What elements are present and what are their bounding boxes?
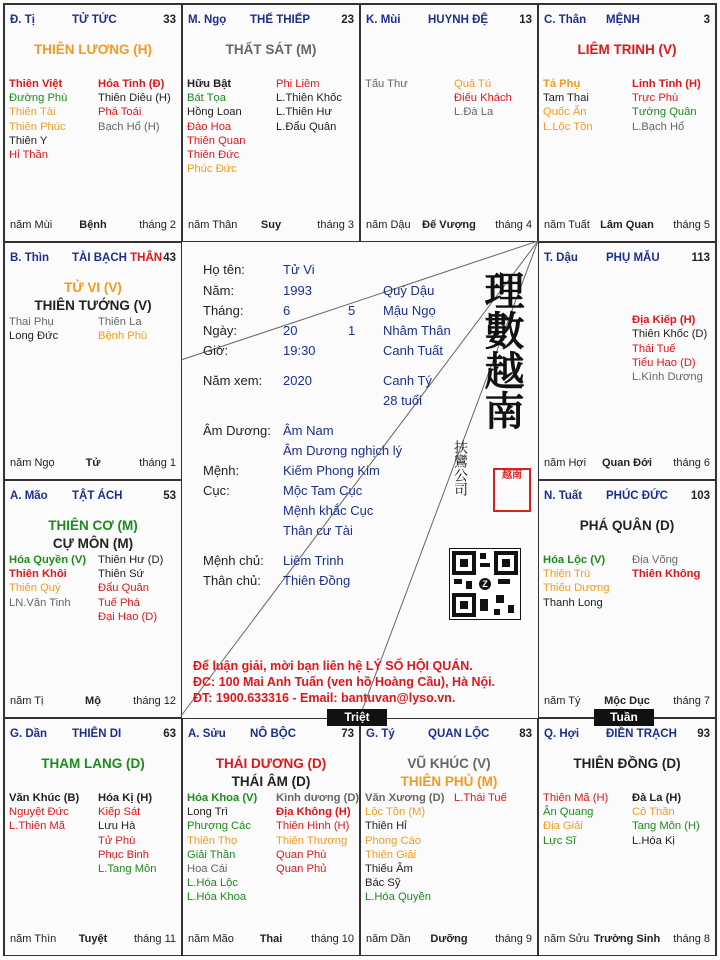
palace-canchi: B. Thìn	[10, 252, 49, 264]
palace-year: năm Tị	[10, 695, 44, 707]
minor-star: Thái Tuế	[632, 342, 676, 355]
minor-star: Tuế Phá	[98, 596, 140, 609]
palace-number: 73	[341, 728, 354, 740]
thang-amlich: 5	[348, 303, 356, 318]
palace-month: tháng 12	[133, 695, 176, 707]
ngay-value: 20	[283, 323, 298, 338]
amduong-value: Âm Nam	[283, 423, 334, 438]
palace-year: năm Thân	[188, 219, 238, 231]
minor-star: Bệnh Phù	[98, 330, 148, 343]
palace-month: tháng 10	[311, 933, 354, 945]
minor-star: Thiên Thọ	[187, 834, 238, 847]
minor-star: Tang Môn (H)	[632, 820, 700, 833]
palace-month: tháng 3	[317, 219, 354, 231]
cuc-value-2: Mệnh khắc Cục	[283, 503, 374, 518]
minor-star: Đường Phù	[9, 92, 68, 105]
palace-year: năm Hợi	[544, 457, 587, 469]
main-star: TỬ VI (V)	[64, 280, 122, 295]
palace-month: tháng 6	[673, 457, 710, 469]
palace-year: năm Tuất	[544, 219, 590, 231]
palace-month: tháng 2	[139, 219, 176, 231]
gio-value: 19:30	[283, 343, 316, 358]
minor-star: Tử Phù	[98, 834, 136, 847]
palace-month: tháng 8	[673, 933, 710, 945]
minor-star: Hoa Cái	[187, 862, 228, 875]
gio-label: Giờ:	[203, 343, 229, 358]
palace-year: năm Thìn	[10, 933, 57, 945]
minor-star: Phúc Đức	[187, 163, 237, 176]
minor-star: Phá Toái	[98, 106, 142, 119]
palace-stage: Quan Đới	[602, 457, 652, 469]
palace-month: tháng 11	[133, 933, 176, 945]
minor-star: L.Thái Tuế	[454, 792, 507, 804]
minor-star: Ân Quang	[543, 806, 594, 819]
menhchu-label: Mệnh chủ:	[203, 553, 264, 568]
palace-year: năm Mùi	[10, 219, 53, 231]
minor-star: Thiên Quý	[9, 582, 61, 595]
thanchu-label: Thân chủ:	[203, 573, 261, 588]
minor-star: Nguyệt Đức	[9, 806, 69, 819]
minor-star: Thiên Không	[632, 568, 701, 581]
minor-star: Đà La (H)	[632, 792, 682, 804]
minor-star: Thanh Long	[543, 596, 603, 609]
zalo-icon: Z	[479, 578, 491, 590]
nam-value: 1993	[283, 283, 312, 298]
contact-line-1: Để luận giải, mời bạn liên hệ LÝ SỐ HỘI QUÁN.	[193, 659, 473, 673]
minor-star: Thiên Khốc (D)	[632, 328, 708, 341]
palace-name: PHỤ MẪU	[606, 252, 660, 264]
palace-year: năm Ngọ	[10, 457, 55, 469]
palace-number: 43	[163, 252, 176, 264]
main-star: THIÊN ĐỒNG (D)	[573, 756, 681, 771]
minor-star: Thai Phụ	[9, 316, 54, 328]
namxem-value: 2020	[283, 373, 312, 388]
minor-star: Hóa Quyền (V)	[9, 554, 87, 566]
minor-star: Thiên Trù	[543, 568, 591, 581]
palace-name: MỆNH	[606, 14, 640, 26]
minor-star: Thiên Diêu (H)	[98, 92, 171, 105]
minor-star: Phượng Các	[187, 820, 251, 833]
minor-star: Linh Tinh (H)	[632, 78, 701, 90]
minor-star: Quan Phủ	[276, 862, 327, 875]
minor-star: Long Đức	[9, 330, 59, 343]
minor-star: Thiên Hình (H)	[276, 820, 350, 833]
contact-block	[193, 658, 495, 706]
minor-star: Lộc Tồn (M)	[365, 806, 426, 819]
palace-canchi: C. Thân	[544, 14, 587, 26]
minor-star: L.Đà La	[454, 106, 494, 119]
palace-number: 103	[690, 490, 710, 502]
minor-star: L.Hóa Khoa	[187, 891, 247, 904]
minor-star: Thiên Giải	[365, 848, 416, 861]
minor-star: Thiên Mã (H)	[543, 792, 609, 804]
palace-number: 33	[163, 14, 176, 26]
menh-label: Mệnh:	[203, 463, 240, 478]
main-star: THẤT SÁT (M)	[225, 42, 317, 57]
main-star: PHÁ QUÂN (D)	[579, 518, 675, 533]
palace-name: NÔ BỘC	[250, 728, 296, 740]
minor-star: Văn Khúc (B)	[9, 792, 80, 804]
palace-name: ĐIỀN TRẠCH	[606, 728, 677, 740]
menhchu-value: Liêm Trinh	[283, 553, 344, 568]
minor-star: Bát Tọa	[187, 92, 226, 105]
minor-star: Văn Xương (D)	[365, 792, 445, 804]
tuan-tag: Tuần	[594, 709, 654, 726]
thang-label: Tháng:	[203, 303, 244, 318]
amduong-label: Âm Dương:	[203, 423, 271, 438]
minor-star: Tấu Thư	[365, 78, 408, 90]
minor-star: L.Hóa Lộc	[187, 877, 238, 890]
palace-canchi: K. Mùi	[366, 14, 401, 26]
main-star: THIÊN TƯỚNG (V)	[34, 298, 152, 313]
minor-star: Phong Cáo	[365, 834, 421, 847]
minor-star: L.Lộc Tồn	[543, 120, 593, 133]
palace-canchi: A. Sửu	[188, 728, 226, 740]
minor-star: Lực Sĩ	[543, 834, 576, 847]
minor-star: Địa Kiếp (H)	[632, 314, 696, 327]
palace-canchi: M. Ngọ	[188, 14, 227, 26]
namxem-canchi: Canh Tý	[383, 373, 432, 388]
minor-star: L.Thiên Mã	[9, 820, 65, 833]
minor-star: Thiên Đức	[187, 148, 240, 161]
minor-star: L.Bạch Hổ	[632, 120, 685, 133]
minor-star: Thiên Việt	[9, 78, 63, 90]
palace-year: năm Sửu	[544, 933, 590, 945]
main-star: LIÊM TRINH (V)	[577, 42, 677, 57]
minor-star: Giải Thần	[187, 848, 236, 861]
main-star: THIÊN LƯƠNG (H)	[34, 42, 152, 57]
minor-star: Lưu Hà	[98, 820, 136, 833]
thang-canchi: Mậu Ngọ	[383, 303, 436, 318]
minor-star: Tam Thai	[543, 92, 589, 105]
palace-number: 53	[163, 490, 176, 502]
palace-name: QUAN LỘC	[428, 728, 490, 740]
minor-star: L.Thiên Hư	[276, 106, 332, 119]
contact-line-2: ĐC: 100 Mai Anh Tuấn (ven hồ Hoàng Cầu), Hà Nội.	[193, 675, 496, 689]
thang-value: 6	[283, 303, 291, 318]
minor-star: Bạch Hổ (H)	[98, 120, 160, 133]
palace-month: tháng 1	[139, 457, 176, 469]
minor-star: Thiên Khôi	[9, 568, 67, 581]
amduong-value-2: Âm Dương nghịch lý	[283, 443, 403, 458]
calligraphy-small: 扶鸞公司	[452, 440, 468, 496]
palace-stage: Trường Sinh	[593, 933, 661, 945]
minor-star: Địa Võng	[632, 554, 679, 566]
minor-star: Tả Phụ	[543, 78, 581, 90]
nam-canchi: Quý Dậu	[383, 283, 435, 298]
palace-number: 23	[341, 14, 354, 26]
minor-star: Điếu Khách	[454, 92, 512, 105]
palace-month: tháng 7	[673, 695, 710, 707]
palace-year: năm Dậu	[366, 219, 411, 231]
palace-canchi: T. Dậu	[544, 252, 578, 264]
minor-star: Hỏa Tinh (Đ)	[98, 78, 165, 90]
palace-stage: Lâm Quan	[600, 219, 654, 231]
gio-canchi: Canh Tuất	[383, 343, 443, 358]
tuoi-value: 28 tuổi	[383, 393, 423, 408]
minor-star: Thiên Tài	[9, 106, 56, 119]
minor-star: L.Hóa Quyền	[365, 891, 431, 904]
palace-stage: Mộc Dục	[604, 695, 650, 707]
minor-star: Tướng Quân	[632, 106, 697, 119]
palace-name: TẬT ÁCH	[72, 490, 123, 502]
main-star: THÁI DƯƠNG (D)	[215, 756, 327, 771]
palace-number: 13	[519, 14, 532, 26]
minor-star: L.Đẩu Quân	[276, 120, 337, 133]
palace-stage: Đế Vượng	[422, 219, 476, 231]
ngay-label: Ngày:	[203, 323, 237, 338]
minor-star: L.Tang Môn	[98, 862, 157, 875]
menh-value: Kiếm Phong Kim	[283, 463, 380, 478]
ngay-amlich: 1	[348, 323, 356, 338]
palace-canchi: A. Mão	[10, 490, 48, 502]
palace-name: THẾ THIẾP	[250, 14, 311, 26]
palace-canchi: G. Tý	[366, 728, 395, 740]
minor-star: Hóa Kị (H)	[98, 792, 153, 804]
minor-star: Thiên Phúc	[9, 120, 66, 133]
minor-star: Thiên Y	[9, 134, 48, 147]
minor-star: Thiên Thương	[276, 834, 348, 847]
minor-star: Bác Sỹ	[365, 877, 401, 890]
palace-number: 83	[519, 728, 532, 740]
minor-star: Thiên Hỉ	[365, 820, 407, 833]
cuc-value-3: Thân cư Tài	[283, 523, 353, 538]
minor-star: Trực Phù	[632, 92, 679, 105]
ngay-canchi: Nhâm Thân	[383, 323, 451, 338]
minor-star: Đại Hao (D)	[98, 610, 158, 623]
minor-star: L.Thiên Khốc	[276, 92, 342, 105]
minor-star: Quả Tú	[454, 78, 492, 90]
minor-star: Hồng Loan	[187, 106, 242, 119]
palace-canchi: G. Dần	[10, 728, 48, 740]
minor-star: L.Kình Dương	[632, 370, 703, 383]
minor-star: Thiếu Dương	[543, 582, 610, 595]
minor-star: Thiên La	[98, 316, 142, 328]
minor-star: Tiểu Hao (D)	[632, 356, 696, 369]
minor-star: Đẩu Quân	[98, 582, 149, 595]
palace-number: 63	[163, 728, 176, 740]
palace-name: PHÚC ĐỨC	[606, 490, 668, 502]
main-star: THAM LANG (D)	[41, 756, 145, 771]
palace-year: năm Mão	[188, 933, 234, 945]
palace-name: HUYNH ĐỆ	[428, 14, 489, 26]
minor-star: Quan Phù	[276, 848, 327, 861]
main-star: THÁI ÂM (D)	[231, 774, 311, 789]
minor-star: LN.Văn Tinh	[9, 596, 71, 609]
palace-stage: Tử	[85, 457, 101, 469]
palace-number: 113	[691, 252, 710, 264]
palace-stage: Dưỡng	[430, 933, 468, 945]
minor-star: Thiên Sứ	[98, 568, 145, 581]
minor-star: Phi Liêm	[276, 78, 320, 90]
center-info-panel	[181, 240, 537, 716]
palace-year: năm Dần	[366, 933, 411, 945]
minor-star: Kiếp Sát	[98, 806, 141, 819]
minor-star: L.Hóa Kị	[632, 834, 675, 847]
palace-number: 3	[703, 14, 710, 26]
hoten-value: Tử Vi	[283, 262, 315, 277]
red-seal-stamp: 越南	[493, 468, 531, 512]
minor-star: Hóa Lộc (V)	[543, 554, 606, 566]
minor-star: Hữu Bật	[187, 78, 232, 90]
minor-star: Địa Không (H)	[276, 806, 351, 819]
palace-stage: Thai	[259, 933, 283, 945]
palace-name: TỬ TỨC	[72, 14, 117, 26]
palace-stage: Tuyệt	[78, 933, 108, 945]
minor-star: Thiếu Âm	[365, 862, 413, 875]
minor-star: Quốc Ấn	[543, 106, 587, 119]
minor-star: Phục Binh	[98, 848, 149, 861]
palace-year: năm Tý	[544, 695, 581, 707]
main-star: CỰ MÔN (M)	[52, 536, 134, 551]
contact-line-3[interactable]: ĐT: 1900.633316 - Email: bantuvan@lyso.vn.	[193, 691, 456, 705]
palace-canchi: Q. Hợi	[544, 728, 580, 740]
palace-month: tháng 4	[495, 219, 532, 231]
palace-stage: Bệnh	[79, 219, 107, 231]
cuc-label: Cục:	[203, 483, 230, 498]
thanchu-value: Thiên Đồng	[283, 573, 351, 588]
palace-canchi: N. Tuất	[544, 490, 583, 502]
minor-star: Địa Giải	[543, 820, 583, 833]
palace-stage: Suy	[260, 219, 282, 231]
main-star: THIÊN CƠ (M)	[48, 518, 138, 533]
namxem-label: Năm xem:	[203, 373, 263, 388]
palace-name: THIÊN DI	[72, 728, 122, 740]
palace-number: 93	[697, 728, 710, 740]
minor-star: Cô Thần	[632, 806, 675, 819]
palace-name: TÀI BẠCH THÂN	[72, 252, 163, 264]
main-star: VŨ KHÚC (V)	[407, 756, 491, 771]
hoten-label: Họ tên:	[203, 262, 245, 277]
cuc-value: Mộc Tam Cục	[283, 483, 363, 498]
minor-star: Hóa Khoa (V)	[187, 792, 258, 804]
minor-star: Thiên Hư (D)	[98, 554, 164, 566]
palace-canchi: Đ. Tị	[10, 14, 35, 26]
palace-month: tháng 9	[495, 933, 532, 945]
minor-star: Đào Hoa	[187, 120, 232, 133]
minor-star: Long Trì	[187, 806, 229, 819]
nam-label: Năm:	[203, 283, 235, 298]
minor-star: Kình dương (D)	[276, 792, 360, 804]
palace-stage: Mộ	[85, 695, 101, 707]
qr-code-icon[interactable]	[449, 548, 521, 620]
palace-month: tháng 5	[673, 219, 710, 231]
minor-star: Thiên Quan	[187, 134, 246, 147]
main-star: THIÊN PHỦ (M)	[400, 774, 498, 789]
minor-star: Hỉ Thần	[9, 148, 48, 161]
calligraphy-logo: 理數越南	[478, 270, 525, 430]
triet-tag: Triệt	[327, 709, 387, 726]
